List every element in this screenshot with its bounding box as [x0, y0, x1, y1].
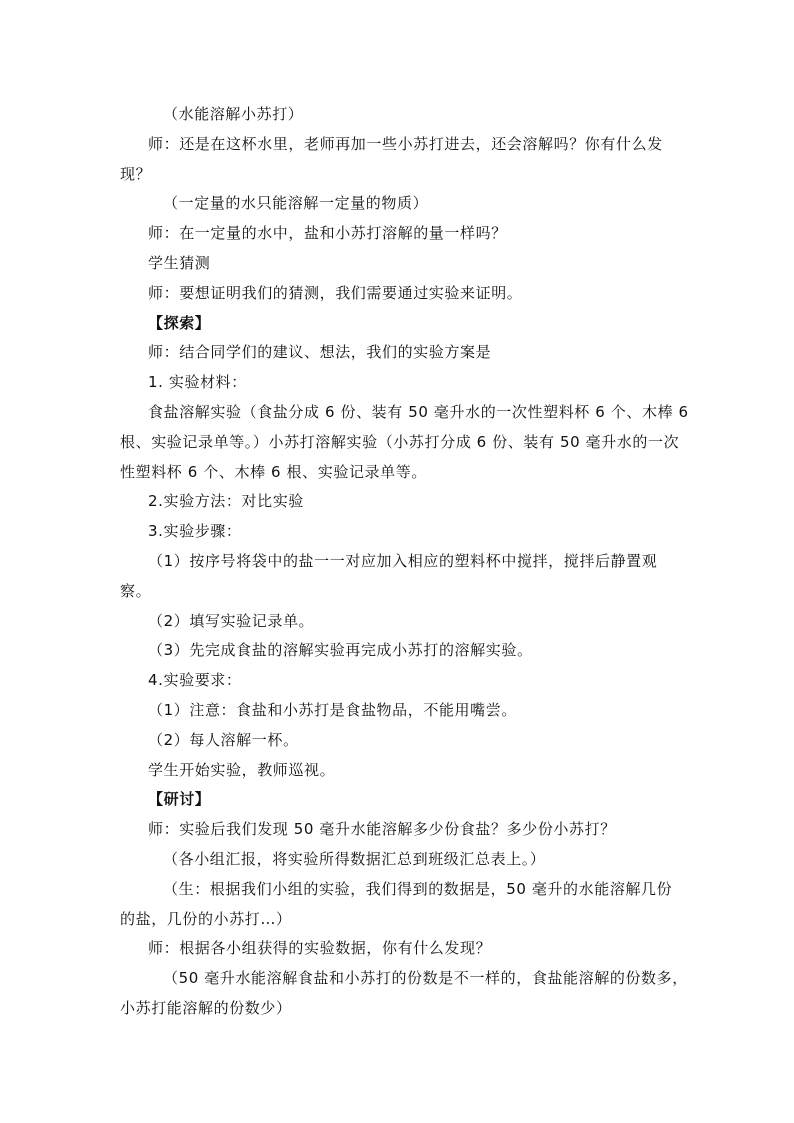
- text-line: 察。: [120, 582, 152, 600]
- text-line: 现？: [120, 165, 152, 183]
- section-heading: 【研讨】: [148, 790, 211, 808]
- text-line: 学生猜测: [148, 254, 211, 272]
- text-line: 的盐，几份的小苏打…）: [120, 910, 292, 928]
- text-line: （各小组汇报，将实验所得数据汇总到班级汇总表上。）: [163, 850, 546, 868]
- text-line: 师：还是在这杯水里，老师再加一些小苏打进去，还会溶解吗？你有什么发: [148, 135, 663, 153]
- text-line: 2.实验方法：对比实验: [148, 492, 304, 510]
- text-line: 4.实验要求：: [148, 671, 242, 689]
- text-line: 学生开始实验，教师巡视。: [148, 761, 336, 779]
- text-line: （水能溶解小苏打）: [163, 105, 304, 123]
- text-line: （一定量的水只能溶解一定量的物质）: [163, 194, 429, 212]
- text-line: （1）注意：食盐和小苏打是食盐物品，不能用嘴尝。: [148, 701, 517, 719]
- text-line: 师：根据各小组获得的实验数据，你有什么发现？: [148, 939, 492, 957]
- text-line: （1）按序号将袋中的盐一一对应加入相应的塑料杯中搅拌，搅拌后静置观: [148, 552, 658, 570]
- text-line: （3）先完成食盐的溶解实验再完成小苏打的溶解实验。: [148, 641, 533, 659]
- text-line: （生：根据我们小组的实验，我们得到的数据是，50 毫升的水能溶解几份: [163, 880, 673, 898]
- text-line: 根、实验记录单等。）小苏打溶解实验（小苏打分成 6 份、装有 50 毫升水的一次: [120, 433, 680, 451]
- text-line: 食盐溶解实验（食盐分成 6 份、装有 50 毫升水的一次性塑料杯 6 个、木棒 6: [148, 403, 689, 421]
- text-line: 性塑料杯 6 个、木棒 6 根、实验记录单等。: [120, 463, 427, 481]
- text-line: 1. 实验材料：: [148, 373, 247, 391]
- text-line: （2）填写实验记录单。: [148, 612, 315, 630]
- text-line: 师：要想证明我们的猜测，我们需要通过实验来证明。: [148, 284, 523, 302]
- text-line: 3.实验步骤：: [148, 522, 242, 540]
- text-line: 师：结合同学们的建议、想法，我们的实验方案是: [148, 343, 492, 361]
- text-line: 师：在一定量的水中，盐和小苏打溶解的量一样吗？: [148, 224, 507, 242]
- text-line: 师：实验后我们发现 50 毫升水能溶解多少份食盐？多少份小苏打？: [148, 820, 616, 838]
- text-line: 小苏打能溶解的份数少）: [120, 999, 292, 1017]
- text-line: （2）每人溶解一杯。: [148, 731, 299, 749]
- text-line: （50 毫升水能溶解食盐和小苏打的份数是不一样的，食盐能溶解的份数多，: [163, 969, 688, 987]
- section-heading: 【探索】: [148, 314, 211, 332]
